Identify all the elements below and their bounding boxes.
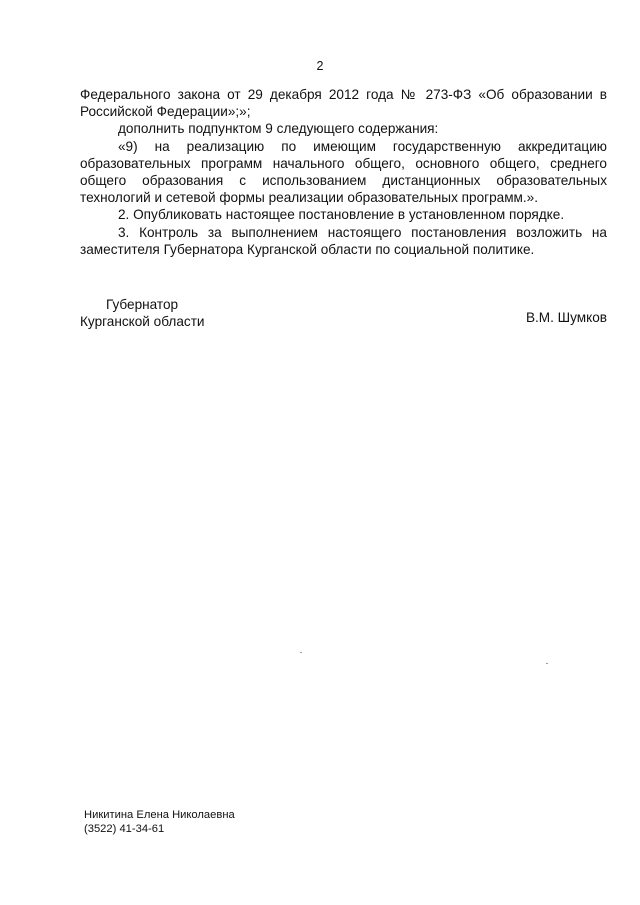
paragraph-subitem-9: «9) на реализацию по имеющим государственную аккредитацию образовательных программ начального общего, основного общего, среднего общего образования с использованием дистанционных образовательных технологий и сетевой формы реализации образовательных программ.». bbox=[80, 138, 607, 206]
signatory-name: В.М. Шумков bbox=[525, 310, 607, 325]
executor-name: Никитина Елена Николаевна bbox=[84, 809, 235, 821]
document-body bbox=[80, 86, 607, 258]
scan-speck bbox=[300, 652, 302, 653]
signatory-title-line1: Губернатор bbox=[106, 297, 179, 312]
page-number: 2 bbox=[316, 59, 324, 73]
paragraph-control: 3. Контроль за выполнением настоящего постановления возложить на заместителя Губернатора Курганской области по социальной политике. bbox=[80, 224, 607, 257]
executor-phone: (3522) 41-34-61 bbox=[84, 823, 165, 836]
paragraph-law-reference: Федерального закона от 29 декабря 2012 года № 273-ФЗ «Об образовании в Российской Федерации»;»; bbox=[80, 87, 607, 120]
scan-speck bbox=[546, 663, 548, 664]
paragraph-publish: 2. Опубликовать настоящее постановление в установленном порядке. bbox=[118, 207, 565, 223]
paragraph-add-subitem: дополнить подпунктом 9 следующего содержания: bbox=[118, 121, 439, 137]
executor-footer bbox=[84, 808, 235, 837]
signatory-title-line2: Курганской области bbox=[80, 314, 205, 329]
signature-block bbox=[80, 296, 607, 336]
